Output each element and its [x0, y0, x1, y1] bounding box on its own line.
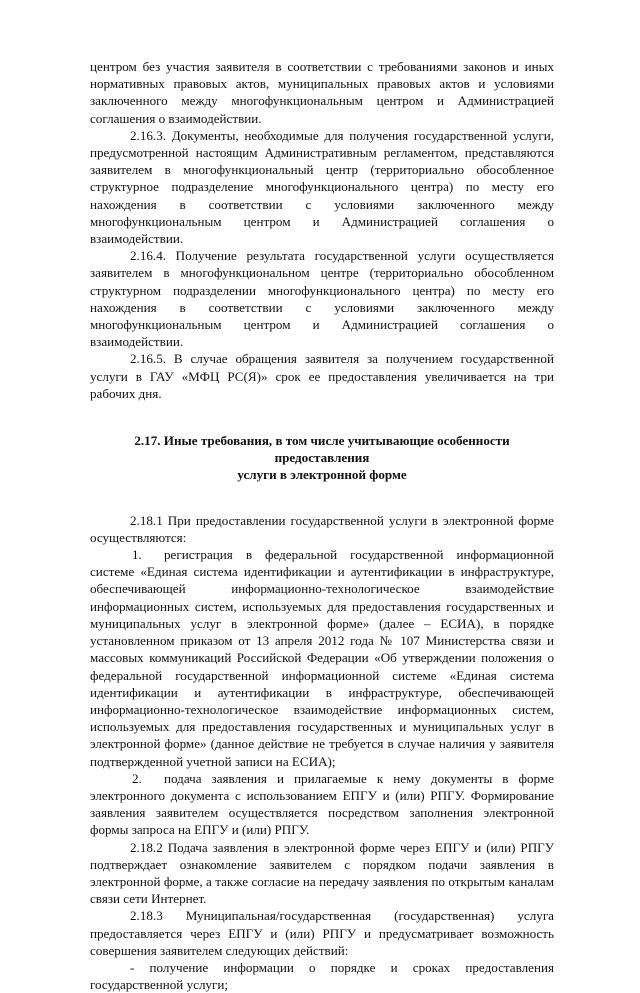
paragraph-2-18-3: 2.18.3 Муниципальная/государственная (государственная) услуга предоставляется через ЕПГУ и (или) РПГУ и предусматривает возможность совершения заявителем следующих действий:	[90, 908, 554, 958]
heading-line-1: 2.17. Иные требования, в том числе учитывающие особенности предоставления	[134, 433, 510, 466]
paragraph-2-16-3: 2.16.3. Документы, необходимые для получения государственной услуги, предусмотренной настоящим Административным регламентом, представляются заявителем в многофункциональный центр (территориально обособленное структурное подразделение многофункционального центра) по месту его нахождения в соответствии с условиями заключенного между многофункциональным центром и Администрацией соглашения о взаимодействии.	[90, 127, 554, 247]
section-heading-2-17	[90, 432, 554, 484]
list-item-1-number: 1.	[132, 547, 142, 563]
dash-list-item-1: - получение информации о порядке и сроках предоставления государственной услуги;	[90, 959, 554, 993]
list-item-2-text: подача заявления и прилагаемые к нему документы в форме электронного документа с использованием ЕПГУ и (или) РПГУ. Формирование заявления заявителем осуществляется посредством заполнения электронной формы запроса на ЕПГУ и (или) РПГУ.	[90, 770, 554, 838]
list-item-1-text: регистрация в федеральной государственной информационной системе «Единая система идентификации и аутентификации в инфраструктуре, обеспечивающей информационно-технологическое взаимодействие информационных систем, используемых для предоставления государственных и муниципальных услуг в электронной форме» (далее – ЕСИА), в порядке установленном приказом от 13 апреля 2012 года № 107 Министерства связи и массовых коммуникаций Российской Федерации «Об утверждении положения о федеральной государственной информационной системе «Единая система идентификации и аутентификации в инфраструктуре, обеспечивающей информационно-технологическое взаимодействие информационных систем, используемых для предоставления государственных и муниципальных услуг в электронной форме» (данное действие не требуется в случае наличия у заявителя подтвержденной учетной записи на ЕСИА);	[90, 547, 554, 769]
paragraph-continuation: центром без участия заявителя в соответствии с требованиями законов и иных нормативных правовых актов, муниципальных правовых актов и условиями заключенного между многофункциональным центром и Администрацией соглашения о взаимодействии.	[90, 59, 554, 126]
paragraph-2-16-5: 2.16.5. В случае обращения заявителя за получением государственной услуги в ГАУ «МФЦ РС(Я)» срок ее предоставления увеличивается на три рабочих дня.	[90, 351, 554, 401]
list-item-1	[90, 546, 554, 770]
paragraph-2-16-4: 2.16.4. Получение результата государственной услуги осуществляется заявителем в многофункциональном центре (территориально обособленном структурном подразделении многофункционального центра) по месту его нахождения в соответствии с условиями заключенного между многофункциональным центром и Администрацией соглашения о взаимодействии.	[90, 248, 554, 350]
list-item-2	[90, 770, 554, 839]
paragraph-2-18-2: 2.18.2 Подача заявления в электронной форме через ЕПГУ и (или) РПГУ подтверждает ознакомление заявителем с порядком подачи заявления в электронной форме, а также согласие на передачу заявления по открытым каналам связи сети Интернет.	[90, 839, 554, 907]
paragraph-2-18-1: 2.18.1 При предоставлении государственной услуги в электронной форме осуществляются:	[90, 512, 554, 545]
heading-line-2: услуги в электронной форме	[237, 467, 407, 483]
list-item-2-number: 2.	[132, 770, 142, 786]
